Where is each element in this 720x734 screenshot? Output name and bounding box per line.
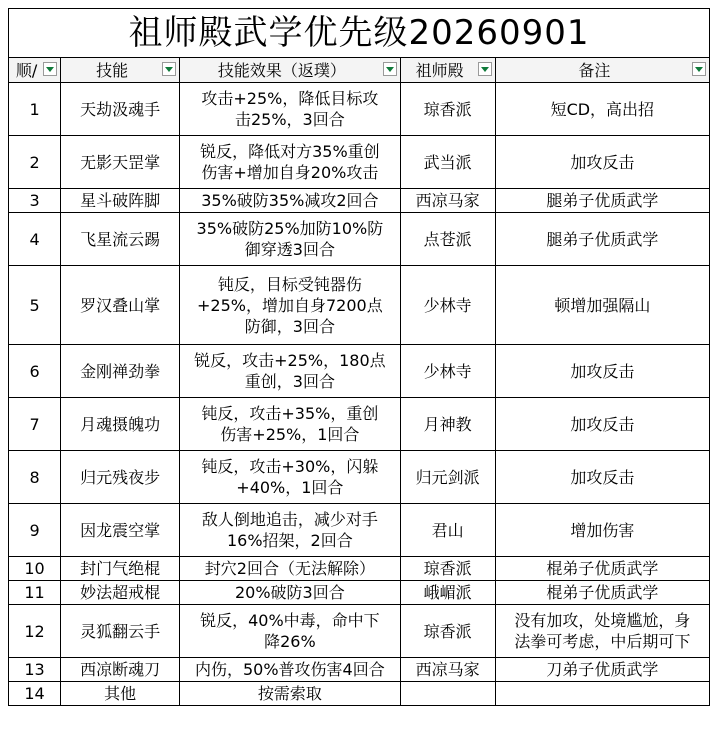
cell-note-line: 增加伤害	[570, 520, 635, 540]
cell-effect-line: 钝反，攻击+30%，闪躲	[201, 457, 379, 476]
cell-sect[interactable]: 月神教	[400, 398, 495, 451]
cell-effect[interactable]	[180, 658, 400, 682]
cell-effect[interactable]	[180, 451, 400, 504]
cell-skill[interactable]: 月魂摄魄功	[61, 398, 180, 451]
cell-effect-line: 击25%，3回合	[234, 110, 345, 129]
cell-effect-line: 钝反，攻击+35%，重创	[201, 404, 379, 423]
table-row	[9, 189, 710, 213]
cell-sect[interactable]: 点苍派	[400, 213, 495, 266]
cell-sect[interactable]: 君山	[400, 504, 495, 557]
cell-note-line: 加攻反击	[570, 414, 635, 434]
cell-effect-line: 按需索取	[257, 684, 322, 703]
cell-no[interactable]: 3	[9, 189, 61, 213]
cell-note[interactable]	[495, 189, 709, 213]
cell-effect-line: 攻击+25%，降低目标攻	[201, 89, 379, 108]
table-row	[9, 605, 710, 658]
cell-note-line: 棍弟子优质武学	[546, 583, 659, 602]
cell-skill[interactable]: 天劫汲魂手	[61, 83, 180, 136]
cell-sect[interactable]: 西凉马家	[400, 658, 495, 682]
cell-skill[interactable]: 金刚禅劲拳	[61, 345, 180, 398]
cell-note[interactable]	[495, 83, 709, 136]
cell-effect[interactable]	[180, 557, 400, 581]
cell-no[interactable]: 2	[9, 136, 61, 189]
table-row	[9, 345, 710, 398]
table-row	[9, 581, 710, 605]
cell-effect-line: 35%破防25%加防10%防	[196, 219, 384, 238]
filter-dropdown-icon[interactable]	[692, 62, 706, 76]
cell-skill[interactable]: 其他	[61, 682, 180, 706]
cell-no[interactable]: 6	[9, 345, 61, 398]
cell-sect[interactable]: 琼香派	[400, 605, 495, 658]
table-row	[9, 136, 710, 189]
table-row	[9, 213, 710, 266]
cell-skill[interactable]: 罗汉叠山掌	[61, 266, 180, 345]
header-cell-sect: 祖师殿	[400, 58, 495, 83]
cell-effect-line: 降26%	[264, 632, 316, 651]
cell-effect-line: 封穴2回合（无法解除）	[204, 559, 375, 578]
cell-effect[interactable]	[180, 504, 400, 557]
cell-sect[interactable]: 西凉马家	[400, 189, 495, 213]
cell-note-line: 顿增加强隔山	[554, 295, 651, 315]
header-row	[9, 58, 710, 83]
cell-note[interactable]	[495, 266, 709, 345]
cell-note[interactable]	[495, 345, 709, 398]
cell-note[interactable]	[495, 658, 709, 682]
cell-sect[interactable]: 琼香派	[400, 83, 495, 136]
cell-no[interactable]: 12	[9, 605, 61, 658]
cell-note[interactable]	[495, 682, 709, 706]
cell-note-line: 短CD，高出招	[550, 99, 655, 119]
cell-no[interactable]: 11	[9, 581, 61, 605]
cell-effect-line: 伤害+25%，1回合	[220, 425, 360, 444]
cell-no[interactable]: 8	[9, 451, 61, 504]
cell-effect-line: 锐反，40%中毒，命中下	[200, 611, 380, 630]
cell-sect[interactable]: 琼香派	[400, 557, 495, 581]
table-row	[9, 557, 710, 581]
cell-effect[interactable]	[180, 398, 400, 451]
cell-sect[interactable]	[400, 682, 495, 706]
cell-effect-line: +25%，增加自身7200点	[197, 295, 383, 315]
cell-effect[interactable]	[180, 605, 400, 658]
table-row	[9, 682, 710, 706]
cell-note[interactable]	[495, 136, 709, 189]
cell-sect[interactable]: 武当派	[400, 136, 495, 189]
cell-skill[interactable]: 飞星流云踢	[61, 213, 180, 266]
table-row	[9, 83, 710, 136]
cell-skill[interactable]: 封门气绝棍	[61, 557, 180, 581]
cell-note-line: 加攻反击	[570, 361, 635, 381]
cell-skill[interactable]: 因龙震空掌	[61, 504, 180, 557]
cell-note-line: 棍弟子优质武学	[546, 559, 659, 578]
cell-note-line: 刀弟子优质武学	[546, 660, 659, 679]
cell-no[interactable]: 5	[9, 266, 61, 345]
cell-no[interactable]: 13	[9, 658, 61, 682]
cell-effect[interactable]	[180, 83, 400, 136]
cell-sect[interactable]: 少林寺	[400, 345, 495, 398]
cell-sect[interactable]: 少林寺	[400, 266, 495, 345]
cell-effect-line: 防御，3回合	[244, 316, 335, 336]
cell-note-line: 腿弟子优质武学	[546, 191, 659, 210]
cell-effect[interactable]	[180, 581, 400, 605]
table-row	[9, 658, 710, 682]
cell-effect[interactable]	[180, 189, 400, 213]
cell-note[interactable]	[495, 451, 709, 504]
cell-note[interactable]	[495, 581, 709, 605]
table-body	[9, 83, 710, 706]
cell-effect-line: 御穿透3回合	[244, 240, 335, 259]
cell-note[interactable]	[495, 605, 709, 658]
cell-no[interactable]: 14	[9, 682, 61, 706]
cell-sect[interactable]: 峨嵋派	[400, 581, 495, 605]
filter-dropdown-icon[interactable]	[43, 62, 57, 76]
cell-effect[interactable]	[180, 213, 400, 266]
cell-note-line: 腿弟子优质武学	[546, 229, 659, 249]
cell-note-line: 加攻反击	[570, 467, 635, 487]
cell-note-line: 加攻反击	[570, 152, 635, 172]
cell-no[interactable]: 10	[9, 557, 61, 581]
cell-effect-line: 钝反，目标受钝器伤	[217, 274, 362, 294]
cell-sect[interactable]: 归元剑派	[400, 451, 495, 504]
cell-effect-line: 锐反，降低对方35%重创	[200, 142, 380, 161]
header-cell-effect: 技能效果（返璞）	[180, 58, 400, 83]
priority-table	[8, 8, 710, 706]
cell-note[interactable]	[495, 398, 709, 451]
cell-note[interactable]	[495, 504, 709, 557]
cell-effect-line: 锐反，攻击+25%，180点	[194, 351, 386, 370]
cell-no[interactable]: 1	[9, 83, 61, 136]
header-cell-skill: 技能	[61, 58, 180, 83]
cell-skill[interactable]: 归元残夜步	[61, 451, 180, 504]
table-row	[9, 266, 710, 345]
header-cell-note: 备注	[495, 58, 709, 83]
cell-effect-line: 重创，3回合	[244, 372, 335, 391]
cell-skill[interactable]: 无影天罡掌	[61, 136, 180, 189]
cell-effect-line: 20%破防3回合	[234, 583, 345, 602]
cell-effect[interactable]	[180, 345, 400, 398]
cell-no[interactable]: 4	[9, 213, 61, 266]
filter-dropdown-icon[interactable]	[478, 62, 492, 76]
cell-note-line: 法拳可考虑，中后期可下	[514, 632, 691, 651]
cell-skill[interactable]: 灵狐翻云手	[61, 605, 180, 658]
cell-effect-line: 敌人倒地追击，减少对手	[201, 510, 378, 529]
table-row	[9, 504, 710, 557]
cell-note-line: 没有加攻，处境尴尬，身	[514, 611, 691, 630]
cell-no[interactable]: 9	[9, 504, 61, 557]
cell-skill[interactable]: 星斗破阵脚	[61, 189, 180, 213]
cell-effect[interactable]	[180, 682, 400, 706]
cell-effect-line: +40%，1回合	[236, 478, 344, 497]
cell-effect-line: 伤害+增加自身20%攻击	[201, 163, 379, 182]
spreadsheet	[8, 8, 710, 706]
cell-effect-line: 16%招架，2回合	[226, 531, 353, 550]
cell-effect[interactable]	[180, 266, 400, 345]
table-row	[9, 451, 710, 504]
cell-note[interactable]	[495, 557, 709, 581]
cell-effect-line: 内伤，50%普攻伤害4回合	[194, 660, 385, 679]
header-cell-no: 顺/	[9, 58, 61, 83]
filter-dropdown-icon[interactable]	[162, 62, 176, 76]
table-row	[9, 398, 710, 451]
filter-dropdown-icon[interactable]	[383, 62, 397, 76]
cell-effect-line: 35%破防35%减攻2回合	[201, 191, 379, 210]
cell-effect[interactable]	[180, 136, 400, 189]
cell-skill[interactable]: 西凉断魂刀	[61, 658, 180, 682]
cell-no[interactable]: 7	[9, 398, 61, 451]
cell-skill[interactable]: 妙法超戒棍	[61, 581, 180, 605]
cell-note[interactable]	[495, 213, 709, 266]
sheet-title: 祖师殿武学优先级20260901	[9, 9, 710, 58]
